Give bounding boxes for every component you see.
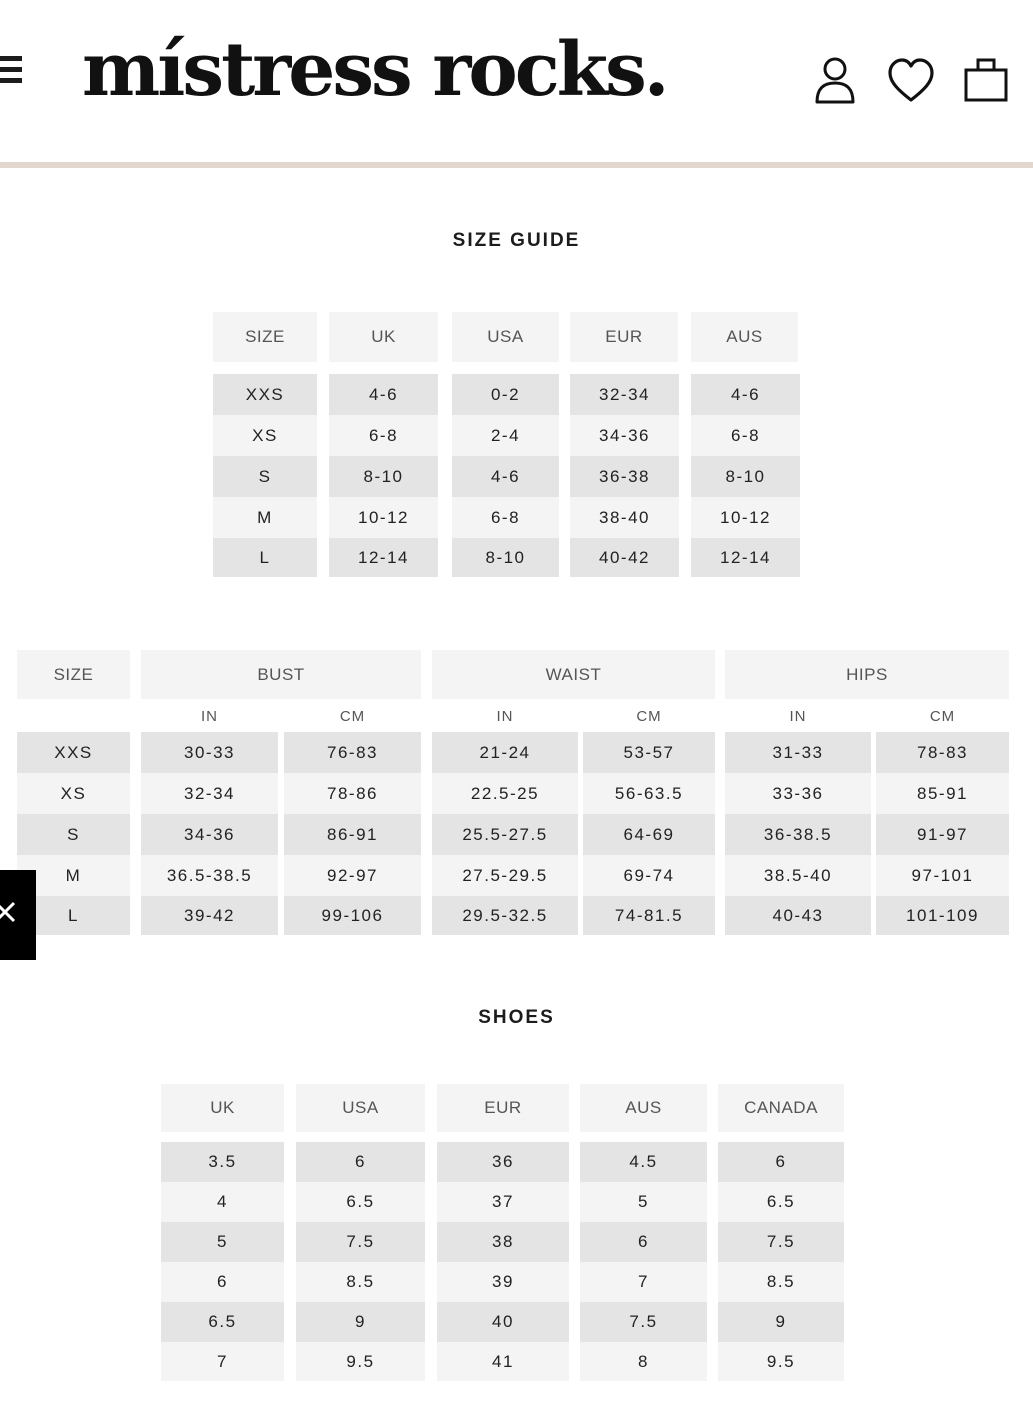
- size-guide-cell: 8-10: [452, 538, 559, 577]
- measurements-cell: 64-69: [583, 814, 715, 855]
- size-guide-cell: 32-34: [570, 374, 679, 415]
- shoes-header-canada: CANADA: [718, 1084, 844, 1132]
- measurements-cell: 39-42: [141, 896, 278, 935]
- measurements-cell: 85-91: [876, 773, 1009, 814]
- size-guide-cell: 8-10: [691, 456, 800, 497]
- unit-label: CM: [636, 707, 662, 725]
- measurements-cell: 27.5-29.5: [432, 855, 578, 896]
- measurements-cell: 31-33: [725, 732, 871, 773]
- shoes-cell: 6.5: [718, 1182, 844, 1222]
- shoes-cell: 8.5: [718, 1262, 844, 1302]
- measurements-cell: 30-33: [141, 732, 278, 773]
- shoes-cell: 40: [437, 1302, 569, 1342]
- shoes-header-usa: USA: [296, 1084, 425, 1132]
- measurements-cell: 21-24: [432, 732, 578, 773]
- shoes-cell: 6: [580, 1222, 707, 1262]
- shoes-cell: 6.5: [161, 1302, 284, 1342]
- measurements-header-waist: WAIST: [432, 650, 715, 699]
- measurements-cell: 34-36: [141, 814, 278, 855]
- size-guide-cell: 6-8: [329, 415, 438, 456]
- measurements-cell: L: [17, 896, 130, 935]
- shoes-cell: 4: [161, 1182, 284, 1222]
- shoes-cell: 9: [296, 1302, 425, 1342]
- shoes-title: SHOES: [478, 1007, 555, 1028]
- size-guide-cell: 2-4: [452, 415, 559, 456]
- size-guide-cell: 38-40: [570, 497, 679, 538]
- measurements-cell: 86-91: [284, 814, 421, 855]
- shoes-cell: 5: [580, 1182, 707, 1222]
- heart-icon[interactable]: [886, 52, 936, 108]
- measurements-cell: 22.5-25: [432, 773, 578, 814]
- size-guide-header-eur: EUR: [570, 312, 678, 362]
- measurements-cell: 99-106: [284, 896, 421, 935]
- size-guide-cell: 12-14: [691, 538, 800, 577]
- measurements-cell: 101-109: [876, 896, 1009, 935]
- shoes-cell: 5: [161, 1222, 284, 1262]
- measurements-cell: 33-36: [725, 773, 871, 814]
- site-logo[interactable]: místress rocks.: [82, 27, 667, 113]
- size-guide-cell: 4-6: [329, 374, 438, 415]
- size-guide-cell: 4-6: [691, 374, 800, 415]
- size-guide-cell: 36-38: [570, 456, 679, 497]
- size-guide-cell: 12-14: [329, 538, 438, 577]
- shoes-cell: 4.5: [580, 1142, 707, 1182]
- shoes-cell: 6.5: [296, 1182, 425, 1222]
- user-icon[interactable]: [810, 52, 860, 108]
- shoes-cell: 41: [437, 1342, 569, 1381]
- measurements-cell: 56-63.5: [583, 773, 715, 814]
- measurements-cell: 36-38.5: [725, 814, 871, 855]
- shoes-cell: 3.5: [161, 1142, 284, 1182]
- hamburger-icon[interactable]: [0, 56, 24, 92]
- measurements-cell: 69-74: [583, 855, 715, 896]
- size-guide-cell: L: [213, 538, 317, 577]
- measurements-header-size: SIZE: [17, 650, 130, 699]
- shoes-header-uk: UK: [161, 1084, 284, 1132]
- size-guide-cell: XS: [213, 415, 317, 456]
- size-guide-cell: 4-6: [452, 456, 559, 497]
- shoes-cell: 7.5: [296, 1222, 425, 1262]
- site-header: [0, 0, 1033, 168]
- shoes-cell: 6: [296, 1142, 425, 1182]
- unit-label: CM: [929, 707, 956, 725]
- size-guide-cell: 8-10: [329, 456, 438, 497]
- size-guide-cell: 6-8: [452, 497, 559, 538]
- unit-label: IN: [201, 707, 218, 725]
- shoes-cell: 7: [161, 1342, 284, 1381]
- measurements-cell: XS: [17, 773, 130, 814]
- size-guide-cell: 10-12: [329, 497, 438, 538]
- measurements-cell: 76-83: [284, 732, 421, 773]
- shoes-cell: 38: [437, 1222, 569, 1262]
- side-close-tab[interactable]: [0, 870, 36, 960]
- measurements-cell: 92-97: [284, 855, 421, 896]
- size-guide-header-size: SIZE: [213, 312, 317, 362]
- shoes-cell: 9.5: [718, 1342, 844, 1381]
- unit-label: CM: [339, 707, 366, 725]
- measurements-cell: 36.5-38.5: [141, 855, 278, 896]
- measurements-cell: 78-86: [284, 773, 421, 814]
- measurements-cell: 29.5-32.5: [432, 896, 578, 935]
- shoes-cell: 36: [437, 1142, 569, 1182]
- size-guide-cell: M: [213, 497, 317, 538]
- measurements-header-hips: HIPS: [725, 650, 1009, 699]
- size-guide-header-aus: AUS: [691, 312, 798, 362]
- shoes-cell: 39: [437, 1262, 569, 1302]
- size-guide-cell: 0-2: [452, 374, 559, 415]
- shoes-cell: 7: [580, 1262, 707, 1302]
- measurements-cell: 74-81.5: [583, 896, 715, 935]
- measurements-cell: S: [17, 814, 130, 855]
- shoes-cell: 9: [718, 1302, 844, 1342]
- size-guide-cell: XXS: [213, 374, 317, 415]
- size-guide-header-uk: UK: [329, 312, 438, 362]
- shoes-cell: 6: [718, 1142, 844, 1182]
- unit-label: IN: [789, 707, 807, 725]
- measurements-cell: 32-34: [141, 773, 278, 814]
- measurements-cell: 38.5-40: [725, 855, 871, 896]
- size-guide-cell: 6-8: [691, 415, 800, 456]
- measurements-cell: 91-97: [876, 814, 1009, 855]
- shoes-cell: 9.5: [296, 1342, 425, 1381]
- size-guide-title: SIZE GUIDE: [452, 230, 581, 251]
- shoes-header-aus: AUS: [580, 1084, 707, 1132]
- shopping-bag-icon[interactable]: [961, 52, 1011, 108]
- measurements-cell: M: [17, 855, 130, 896]
- shoes-cell: 8.5: [296, 1262, 425, 1302]
- shoes-cell: 8: [580, 1342, 707, 1381]
- measurements-header-bust: BUST: [141, 650, 421, 699]
- measurements-cell: 40-43: [725, 896, 871, 935]
- shoes-cell: 37: [437, 1182, 569, 1222]
- shoes-cell: 7.5: [718, 1222, 844, 1262]
- measurements-cell: 97-101: [876, 855, 1009, 896]
- unit-label: IN: [496, 707, 514, 725]
- close-icon: [0, 870, 36, 960]
- size-guide-header-usa: USA: [452, 312, 559, 362]
- shoes-cell: 6: [161, 1262, 284, 1302]
- size-guide-cell: 34-36: [570, 415, 679, 456]
- measurements-cell: XXS: [17, 732, 130, 773]
- size-guide-cell: 40-42: [570, 538, 679, 577]
- header-divider: [0, 162, 1033, 168]
- measurements-cell: 53-57: [583, 732, 715, 773]
- size-guide-cell: 10-12: [691, 497, 800, 538]
- shoes-header-eur: EUR: [437, 1084, 569, 1132]
- measurements-cell: 25.5-27.5: [432, 814, 578, 855]
- size-guide-cell: S: [213, 456, 317, 497]
- shoes-cell: 7.5: [580, 1302, 707, 1342]
- measurements-cell: 78-83: [876, 732, 1009, 773]
